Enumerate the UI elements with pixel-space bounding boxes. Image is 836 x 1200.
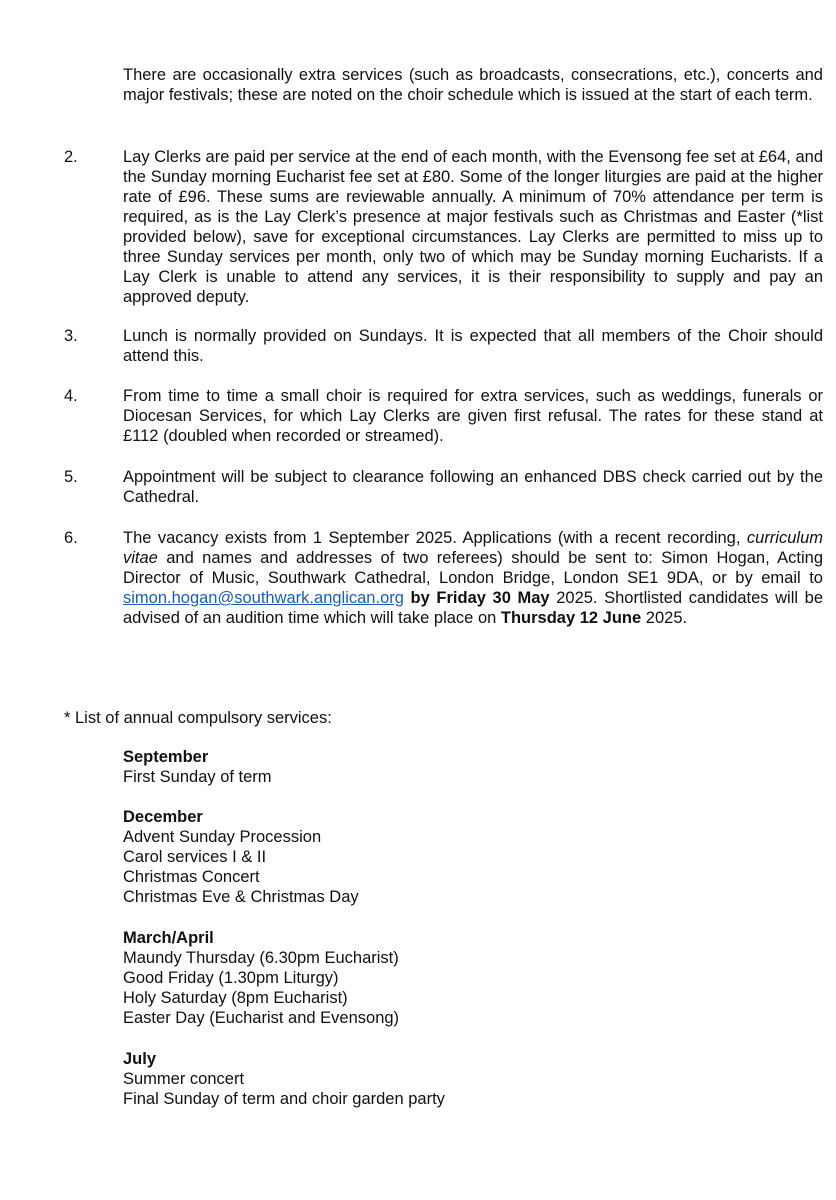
- service-item: Holy Saturday (8pm Eucharist): [123, 989, 348, 1007]
- service-item: Christmas Concert: [123, 868, 260, 886]
- month-group-july: [123, 1049, 445, 1109]
- service-item: Summer concert: [123, 1070, 245, 1088]
- month-heading: December: [123, 808, 203, 826]
- email-link[interactable]: simon.hogan@southwark.anglican.org: [123, 589, 404, 607]
- vacancy-text: 2025. Shortlisted candidates will be advised of an audition time which will take place on: [123, 589, 823, 627]
- service-item: Maundy Thursday (6.30pm Eucharist): [123, 949, 399, 967]
- month-heading: July: [123, 1050, 157, 1068]
- service-item: Final Sunday of term and choir garden party: [123, 1090, 445, 1108]
- item-text-pay: Lay Clerks are paid per service at the end of each month, with the Evensong fee set at £64, and the Sunday morning Eucharist fee set at £80. Some of the longer liturgies are paid at the higher rate of £96. These sums are reviewable annually. A minimum of 70% attendance per term is required, as is the Lay Clerk’s presence at major festivals such as Christmas and Easter (*list provided below), save for exceptional circumstances. Lay Clerks are permitted to miss up to three Sunday services per month, only two of which may be Sunday morning Eucharists. If a Lay Clerk is unable to attend any services, it is their responsibility to supply and pay an approved deputy.: [123, 148, 823, 306]
- vacancy-text: 2025.: [641, 609, 688, 627]
- service-item: Advent Sunday Procession: [123, 828, 322, 846]
- vacancy-text: The vacancy exists from 1 September 2025. Applications (with a recent recording,: [123, 529, 747, 547]
- service-item: Christmas Eve & Christmas Day: [123, 888, 359, 906]
- item-text-vacancy: [123, 528, 823, 628]
- month-group-september: [123, 747, 272, 787]
- service-item: Good Friday (1.30pm Liturgy): [123, 969, 339, 987]
- item-number: 6.: [64, 529, 78, 547]
- month-heading: September: [123, 748, 209, 766]
- item-text-lunch: Lunch is normally provided on Sundays. It is expected that all members of the Choir should attend this.: [123, 327, 823, 365]
- vacancy-text: and names and addresses of two referees) should be sent to: Simon Hogan, Acting Director of Music, Southwark Cathedral, London Bridge, London SE1 9DA, or by email to: [123, 549, 823, 587]
- item-text-extra-services: From time to time a small choir is required for extra services, such as weddings, funerals or Diocesan Services, for which Lay Clerks are given first refusal. The rates for these stand at £112 (doubled when recorded or streamed).: [123, 387, 823, 445]
- services-list-intro: * List of annual compulsory services:: [64, 709, 332, 727]
- item-number: 4.: [64, 387, 78, 405]
- item-text-dbs: Appointment will be subject to clearance following an enhanced DBS check carried out by the Cathedral.: [123, 468, 823, 506]
- service-item: First Sunday of term: [123, 768, 272, 786]
- intro-paragraph: There are occasionally extra services (such as broadcasts, consecrations, etc.), concerts and major festivals; these are noted on the choir schedule which is issued at the start of each term.: [123, 66, 823, 104]
- deadline-text: by Friday 30 May: [403, 589, 550, 607]
- service-item: Carol services I & II: [123, 848, 267, 866]
- month-heading: March/April: [123, 929, 214, 947]
- item-number: 5.: [64, 468, 78, 486]
- month-group-december: [123, 807, 359, 907]
- curriculum-vitae-text: curriculum vitae: [123, 529, 823, 567]
- item-number: 2.: [64, 148, 78, 166]
- audition-date-text: Thursday 12 June: [500, 609, 642, 627]
- service-item: Easter Day (Eucharist and Evensong): [123, 1009, 400, 1027]
- month-group-march-april: [123, 928, 399, 1028]
- item-number: 3.: [64, 327, 78, 345]
